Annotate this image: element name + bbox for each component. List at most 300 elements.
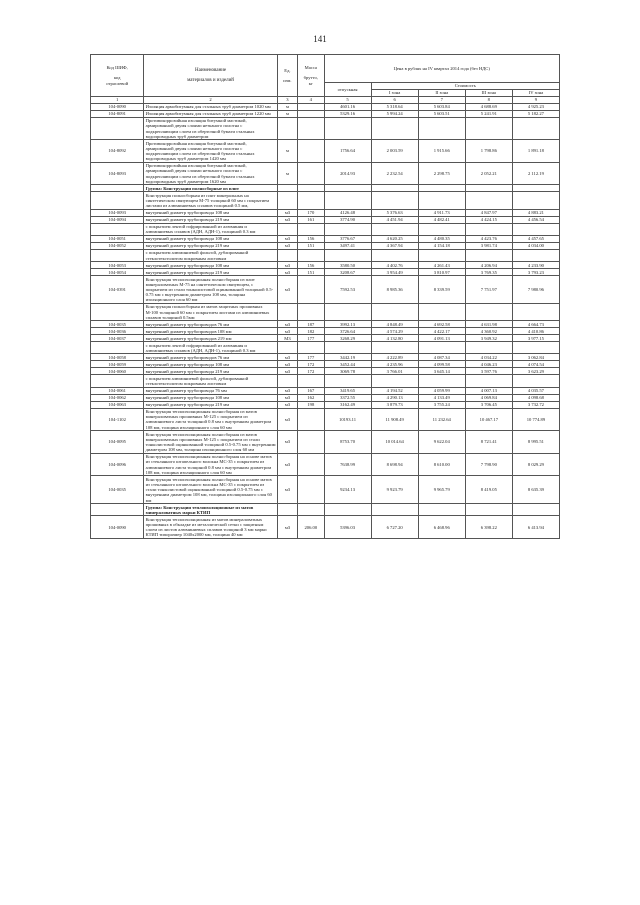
table-row xyxy=(91,216,560,223)
mass-cell xyxy=(298,249,324,261)
unit-cell: м3 xyxy=(277,328,297,335)
col-number: 4 xyxy=(298,96,324,103)
unit-cell xyxy=(277,342,297,354)
name-cell: с покрытием алюминиевой фольгой, дублированной стеклотекстолитом покровным листовым xyxy=(144,249,277,261)
table-row xyxy=(91,236,560,243)
code-cell: 104-0063 xyxy=(91,401,144,408)
zone1-price-cell: 4 290.13 xyxy=(371,394,418,401)
code-cell: 104-0059 xyxy=(91,361,144,368)
warehouse-price-cell xyxy=(324,192,371,209)
warehouse-price-cell xyxy=(324,223,371,235)
zone2-price-cell: 3 645.14 xyxy=(418,368,465,375)
zone4-price-cell: 3 062.84 xyxy=(512,354,559,361)
warehouse-price-cell xyxy=(324,342,371,354)
code-cell: 104-0054 xyxy=(91,269,144,276)
name-cell: Конструкция теплоизоляционная из матов минераловатных прошивных в обкладке из металлической сетки с защитным слоем из листов алюминиевых сплавов толщиной 3 мм марки КТИП типоразмер 1040х2000 мм, толщина 40 мм xyxy=(144,516,277,539)
zone2-price-cell: 5 603.51 xyxy=(418,110,465,117)
unit-cell: м3 xyxy=(277,408,297,431)
zone3-price-cell: 7 798.90 xyxy=(465,453,512,476)
zone4-price-cell xyxy=(512,223,559,235)
zone3-price-cell: 4 423.76 xyxy=(465,236,512,243)
zone4-price-cell: 4 883.21 xyxy=(512,209,559,216)
warehouse-price-cell: 3162.49 xyxy=(324,401,371,408)
zone4-price-cell: 4 457.65 xyxy=(512,236,559,243)
table-row xyxy=(91,117,560,140)
name-cell: внутренний диаметр трубопровода 108 мм xyxy=(144,361,277,368)
zone1-price-cell: 8 985.36 xyxy=(371,276,418,304)
unit-cell: м3 xyxy=(277,394,297,401)
table-body xyxy=(91,103,560,538)
zone2-price-cell: 9 965.79 xyxy=(418,476,465,504)
zone2-price-cell: 4 261.43 xyxy=(418,262,465,269)
zone3-header: III зона xyxy=(465,89,512,96)
unit-header-l1: Ед. xyxy=(284,67,291,73)
mass-cell: 162 xyxy=(298,394,324,401)
zone4-price-cell: 3 977.15 xyxy=(512,335,559,342)
page-number: 141 xyxy=(313,34,327,44)
zone1-price-cell: 6 727.20 xyxy=(371,516,418,539)
zone2-price-cell xyxy=(418,303,465,320)
warehouse-price-cell: 8753.70 xyxy=(324,431,371,454)
name-cell: с покрытием лентой гофрированной из алюминия и алюминиевых сплавов (АДН, АДН-1), толщиной 0.3 мм xyxy=(144,223,277,235)
warehouse-price-cell: 4126.48 xyxy=(324,209,371,216)
warehouse-price-cell: 7592.53 xyxy=(324,276,371,304)
table-row xyxy=(91,368,560,375)
zone1-price-cell: 4 620.25 xyxy=(371,236,418,243)
zone3-price-cell xyxy=(465,342,512,354)
table-row xyxy=(91,140,560,163)
code-cell: 104-0094 xyxy=(91,216,144,223)
zone3-price-cell: 4 847.97 xyxy=(465,209,512,216)
unit-cell xyxy=(277,249,297,261)
zone4-price-cell xyxy=(512,342,559,354)
zone1-header: I зона xyxy=(371,89,418,96)
code-cell: 104-0036 xyxy=(91,328,144,335)
warehouse-price-cell: 7638.99 xyxy=(324,453,371,476)
unit-cell: м3 xyxy=(277,368,297,375)
zone4-price-cell: 3 732.72 xyxy=(512,401,559,408)
code-header-l1: Код ШИФ, xyxy=(106,64,128,70)
zone3-price-cell: 4 046.23 xyxy=(465,361,512,368)
warehouse-price-cell: 3992.13 xyxy=(324,321,371,328)
mass-cell: 172 xyxy=(298,361,324,368)
name-header xyxy=(144,55,277,97)
zone3-price-cell xyxy=(465,192,512,209)
zone3-price-cell: 1 798.86 xyxy=(465,140,512,163)
zone4-price-cell: 2 112.19 xyxy=(512,162,559,185)
table-row xyxy=(91,516,560,539)
warehouse-price-cell xyxy=(324,249,371,261)
code-cell xyxy=(91,249,144,261)
zone4-price-cell: 4 233.90 xyxy=(512,262,559,269)
name-cell: внутренний диаметр трубопровода 108 мм xyxy=(144,262,277,269)
table-row xyxy=(91,476,560,504)
zone3-price-cell: 3 769.35 xyxy=(465,269,512,276)
zone4-price-cell: 4 074.54 xyxy=(512,361,559,368)
code-cell xyxy=(91,303,144,320)
mass-cell: 177 xyxy=(298,354,324,361)
table-row xyxy=(91,110,560,117)
zone2-price-cell xyxy=(418,504,465,516)
mass-header-l2: брутто, xyxy=(303,75,318,81)
code-cell: 104-8091 xyxy=(91,110,144,117)
zone2-price-cell: 1 915.66 xyxy=(418,140,465,163)
zone3-price-cell: 7 751.97 xyxy=(465,276,512,304)
code-cell: 104-0391 xyxy=(91,276,144,304)
zone1-price-cell: 9 923.79 xyxy=(371,476,418,504)
mass-cell: 161 xyxy=(298,216,324,223)
unit-cell: м xyxy=(277,110,297,117)
zone1-price-cell: 10 014.64 xyxy=(371,431,418,454)
zone2-price-cell xyxy=(418,185,465,192)
zone3-price-cell: 4 206.94 xyxy=(465,262,512,269)
name-cell: внутренний диаметр трубопровода 219 мм xyxy=(144,401,277,408)
zone3-price-cell: 4 034.22 xyxy=(465,354,512,361)
zone1-price-cell xyxy=(371,185,418,192)
zone3-price-cell xyxy=(465,375,512,387)
zone4-price-cell: 4 664.73 xyxy=(512,321,559,328)
zone2-price-cell: 4 099.58 xyxy=(418,361,465,368)
code-cell: 104-8092 xyxy=(91,140,144,163)
zone2-price-cell: 9 622.04 xyxy=(418,431,465,454)
table-row xyxy=(91,192,560,209)
warehouse-price-cell xyxy=(324,117,371,140)
zone2-price-cell: 4 911.73 xyxy=(418,209,465,216)
zone4-price-cell: 4 410.86 xyxy=(512,328,559,335)
zone1-price-cell: 3 879.73 xyxy=(371,401,418,408)
warehouse-price-cell: 3268.29 xyxy=(324,335,371,342)
zone1-price-cell xyxy=(371,249,418,261)
zone4-price-cell: 5 182.27 xyxy=(512,110,559,117)
unit-cell: М3 xyxy=(277,335,297,342)
name-cell: Конструкция полносборная из плит минеральных на синтетическом связующем М-75 толщиной 60 мм с покрытием листами из алюминиевых сплавов толщиной 0.5 мм, xyxy=(144,192,277,209)
zone2-price-cell: 4 133.49 xyxy=(418,394,465,401)
zone1-price-cell xyxy=(371,303,418,320)
unit-cell: м3 xyxy=(277,262,297,269)
zone1-price-cell: 4 222.89 xyxy=(371,354,418,361)
name-cell: внутренний диаметр трубопроводов 76 мм xyxy=(144,321,277,328)
table-row xyxy=(91,303,560,320)
zone3-price-cell xyxy=(465,185,512,192)
zone1-price-cell xyxy=(371,375,418,387)
mass-cell xyxy=(298,408,324,431)
zone2-price-cell xyxy=(418,375,465,387)
mass-cell xyxy=(298,117,324,140)
warehouse-price-cell: 3497.41 xyxy=(324,243,371,250)
zone4-price-cell: 4 456.54 xyxy=(512,216,559,223)
mass-cell xyxy=(298,223,324,235)
mass-cell: 187 xyxy=(298,321,324,328)
zone3-price-cell: 5 241.91 xyxy=(465,110,512,117)
table-row xyxy=(91,335,560,342)
unit-cell: м xyxy=(277,162,297,185)
name-cell: внутренний диаметр трубопровода 219 мм xyxy=(144,243,277,250)
code-cell: 104-0051 xyxy=(91,236,144,243)
col-number: 1 xyxy=(91,96,144,103)
code-header-l3: отраслевой xyxy=(106,80,129,86)
zone2-price-cell: 3 755.24 xyxy=(418,401,465,408)
mass-cell xyxy=(298,185,324,192)
name-cell: Противокоррозийная изоляция битумной мастикой, армированной двумя слоями нетканого полотна с подкрепляющим слоем из оберточной бумаги стальных водопроводных труб диаметром 1420 мм xyxy=(144,140,277,163)
warehouse-price-cell: 3580.50 xyxy=(324,262,371,269)
unit-cell: м3 xyxy=(277,431,297,454)
mass-cell: 177 xyxy=(298,335,324,342)
mass-cell: 170 xyxy=(298,209,324,216)
unit-cell xyxy=(277,303,297,320)
warehouse-price-cell: 3208.67 xyxy=(324,269,371,276)
name-cell: внутренний диаметр трубопроводов 76 мм xyxy=(144,354,277,361)
col-number: 5 xyxy=(324,96,371,103)
code-cell: 104-0096 xyxy=(91,453,144,476)
code-cell: 104-0095 xyxy=(91,431,144,454)
zone2-price-cell xyxy=(418,342,465,354)
zone2-price-cell xyxy=(418,223,465,235)
col-number: 6 xyxy=(371,96,418,103)
col-number: 8 xyxy=(465,96,512,103)
zone2-price-cell: 3 810.97 xyxy=(418,269,465,276)
zone2-price-cell: 8 610.00 xyxy=(418,453,465,476)
warehouse-price-cell: 3442.19 xyxy=(324,354,371,361)
zone4-price-cell xyxy=(512,303,559,320)
unit-cell: м3 xyxy=(277,401,297,408)
warehouse-price-cell: 9234.13 xyxy=(324,476,371,504)
zone3-price-cell: 3 981.74 xyxy=(465,243,512,250)
warehouse-price-cell: 3069.78 xyxy=(324,368,371,375)
unit-cell: м3 xyxy=(277,387,297,394)
warehouse-price-cell: 4601.16 xyxy=(324,103,371,110)
zone3-price-cell: 4 424.15 xyxy=(465,216,512,223)
name-cell: с покрытием лентой гофрированной из алюминия и алюминиевых сплавов (АДН, АДН-1), толщиной 0.3 мм xyxy=(144,342,277,354)
zone4-price-cell: 3 793.23 xyxy=(512,269,559,276)
zone3-price-cell xyxy=(465,223,512,235)
mass-cell: 206.00 xyxy=(298,516,324,539)
zone3-price-cell: 8 419.05 xyxy=(465,476,512,504)
zone4-price-cell xyxy=(512,375,559,387)
zone1-price-cell: 4 132.80 xyxy=(371,335,418,342)
unit-cell: м3 xyxy=(277,216,297,223)
unit-cell: м3 xyxy=(277,453,297,476)
table-row xyxy=(91,408,560,431)
zone2-price-cell: 4 059.99 xyxy=(418,387,465,394)
zone4-price-cell xyxy=(512,117,559,140)
mass-cell xyxy=(298,431,324,454)
zone1-price-cell: 3 766.01 xyxy=(371,368,418,375)
zone2-price-cell: 4 692.58 xyxy=(418,321,465,328)
table-row xyxy=(91,249,560,261)
table-row xyxy=(91,394,560,401)
zone3-price-cell: 2 052.21 xyxy=(465,162,512,185)
zone4-price-cell: 3 623.29 xyxy=(512,368,559,375)
unit-cell xyxy=(277,185,297,192)
name-cell: Конструкция теплоизоляционная полносборная из плит минераловатных М-75 на синтетическом связующем, с покрытием из стали тонколистовой оцинкованной толщиной 0.5-0.75 мм с внутренним диаметром 108 мм, толщина изоляционного слоя 60 мм xyxy=(144,276,277,304)
zone4-price-cell: 8 635.39 xyxy=(512,476,559,504)
mass-cell: 156 xyxy=(298,262,324,269)
zone2-price-cell: 11 232.64 xyxy=(418,408,465,431)
zone1-price-cell: 4 402.76 xyxy=(371,262,418,269)
unit-cell: м3 xyxy=(277,476,297,504)
zone3-price-cell: 4 360.92 xyxy=(465,328,512,335)
zone2-price-cell xyxy=(418,192,465,209)
table-row xyxy=(91,103,560,110)
unit-cell: м xyxy=(277,140,297,163)
code-cell: 104-8093 xyxy=(91,162,144,185)
zone4-price-cell xyxy=(512,192,559,209)
unit-cell xyxy=(277,223,297,235)
zone4-price-cell: 4 098.68 xyxy=(512,394,559,401)
zone1-price-cell: 4 848.49 xyxy=(371,321,418,328)
zone1-price-cell xyxy=(371,223,418,235)
zone3-price-cell: 6 398.22 xyxy=(465,516,512,539)
zone4-price-cell: 7 980.96 xyxy=(512,276,559,304)
table-row xyxy=(91,262,560,269)
code-cell: 104-0060 xyxy=(91,368,144,375)
mass-cell xyxy=(298,162,324,185)
zone4-header: IV зона xyxy=(512,89,559,96)
name-cell: внутренний диаметр трубопровода 76 мм xyxy=(144,387,277,394)
code-cell: 104-0058 xyxy=(91,354,144,361)
code-cell xyxy=(91,342,144,354)
table-row xyxy=(91,269,560,276)
mass-cell: 172 xyxy=(298,368,324,375)
warehouse-price-cell xyxy=(324,185,371,192)
name-cell: внутренний диаметр трубопровода 108 мм xyxy=(144,236,277,243)
zone3-price-cell: 4 631.98 xyxy=(465,321,512,328)
unit-cell: м3 xyxy=(277,276,297,304)
mass-cell xyxy=(298,342,324,354)
warehouse-price-cell xyxy=(324,504,371,516)
table-row xyxy=(91,328,560,335)
zone4-price-cell xyxy=(512,185,559,192)
unit-cell: м3 xyxy=(277,236,297,243)
zone4-price-cell: 1 891.18 xyxy=(512,140,559,163)
zone4-price-cell: 6 413.94 xyxy=(512,516,559,539)
name-header-l2: материалов и изделий xyxy=(187,77,234,83)
zone3-price-cell: 3 949.32 xyxy=(465,335,512,342)
zone4-price-cell: 4 034.00 xyxy=(512,243,559,250)
code-header xyxy=(91,55,144,97)
table-row xyxy=(91,401,560,408)
unit-cell xyxy=(277,504,297,516)
column-numbers-row xyxy=(91,96,560,103)
zone1-price-cell: 5 994.24 xyxy=(371,110,418,117)
code-cell xyxy=(91,192,144,209)
unit-header xyxy=(277,55,297,97)
code-cell: 104-0052 xyxy=(91,243,144,250)
table-row xyxy=(91,342,560,354)
table-row xyxy=(91,321,560,328)
table-row xyxy=(91,223,560,235)
table-row xyxy=(91,431,560,454)
col-number: 2 xyxy=(144,96,277,103)
zone3-price-cell: 4 688.69 xyxy=(465,103,512,110)
warehouse-price-cell: 3419.65 xyxy=(324,387,371,394)
code-cell: 104-1102 xyxy=(91,408,144,431)
unit-cell: м3 xyxy=(277,361,297,368)
unit-cell: м3 xyxy=(277,516,297,539)
unit-cell xyxy=(277,117,297,140)
warehouse-header: отпускная xyxy=(324,82,371,96)
mass-cell: 167 xyxy=(298,387,324,394)
mass-cell xyxy=(298,504,324,516)
warehouse-price-cell: 3726.64 xyxy=(324,328,371,335)
table-row xyxy=(91,354,560,361)
warehouse-price-cell: 3776.67 xyxy=(324,236,371,243)
name-cell: внутренний диаметр трубопроводов 219 мм xyxy=(144,335,277,342)
unit-cell: м xyxy=(277,103,297,110)
table-row xyxy=(91,361,560,368)
name-cell: Противокоррозийная изоляция битумной мастикой, армированной двумя слоями нетканого полотна с подкрепляющим слоем из оберточной бумаги стальных водопроводных труб диаметром xyxy=(144,117,277,140)
warehouse-price-cell xyxy=(324,303,371,320)
zone1-price-cell: 4 574.29 xyxy=(371,328,418,335)
mass-cell: 198 xyxy=(298,401,324,408)
zone3-price-cell xyxy=(465,303,512,320)
zone2-price-cell xyxy=(418,249,465,261)
unit-header-l2: изм. xyxy=(283,77,292,83)
zone1-price-cell: 2 003.59 xyxy=(371,140,418,163)
zone2-price-cell: 4 482.41 xyxy=(418,216,465,223)
zone2-price-cell: 2 298.75 xyxy=(418,162,465,185)
mass-cell xyxy=(298,453,324,476)
zone2-price-cell: 4 480.35 xyxy=(418,236,465,243)
zone1-price-cell: 4 451.94 xyxy=(371,216,418,223)
mass-cell xyxy=(298,192,324,209)
name-cell: Изоляция армобитумная для стальных труб диаметром 1020 мм xyxy=(144,103,277,110)
group-row xyxy=(91,504,560,516)
code-cell: 104-0090 xyxy=(91,516,144,539)
warehouse-price-cell: 5329.16 xyxy=(324,110,371,117)
zone3-price-cell xyxy=(465,504,512,516)
name-cell: Конструкция теплоизоляционная полносборная из матов минераловатных прошивных М-125 с покрытием из алюминиевого листа толщиной 0.8 мм с внутренним диаметром 108 мм, толщина изоляционного слоя 60 мм xyxy=(144,408,277,431)
name-cell: внутренний диаметр трубопровода 219 мм xyxy=(144,269,277,276)
zone2-price-cell: 4 091.13 xyxy=(418,335,465,342)
zone4-price-cell: 8 995.51 xyxy=(512,431,559,454)
name-header-l1: Наименование xyxy=(194,67,227,73)
zone3-price-cell: 4 069.84 xyxy=(465,394,512,401)
name-cell: внутренний диаметр трубопровода 108 мм xyxy=(144,209,277,216)
zone1-price-cell xyxy=(371,192,418,209)
name-cell: внутренний диаметр трубопровода 108 мм xyxy=(144,394,277,401)
mass-header-l1: Масса xyxy=(304,64,317,70)
zone1-price-cell: 5 376.63 xyxy=(371,209,418,216)
name-cell: Группа: Конструкции теплоизоляционные из матов минераловатных марки КТИП xyxy=(144,504,277,516)
mass-cell xyxy=(298,140,324,163)
code-cell: 104-0061 xyxy=(91,387,144,394)
name-cell: Группа: Конструкции полносборные из плит xyxy=(144,185,277,192)
table-row xyxy=(91,453,560,476)
price-title-header: Цена в рублях на IV квартал 2014 года (без НДС) xyxy=(324,55,560,83)
name-cell: внутренний диаметр трубопроводов 108 мм xyxy=(144,328,277,335)
zone3-price-cell: 4 007.13 xyxy=(465,387,512,394)
zone1-price-cell xyxy=(371,504,418,516)
zone3-price-cell: 3 597.76 xyxy=(465,368,512,375)
table-row xyxy=(91,387,560,394)
name-cell: Конструкция теплоизоляционная полносборная на основе матов из стеклянного штапельного волокна МС-35 с покрытием из алюминиевого листа толщиной 0.8 мм с внутренним диаметром 108 мм, толщина изоляционного слоя 60 мм xyxy=(144,453,277,476)
zone1-price-cell: 4 194.52 xyxy=(371,387,418,394)
mass-header xyxy=(298,55,324,97)
zone2-price-cell xyxy=(418,117,465,140)
zone1-price-cell: 3 954.49 xyxy=(371,269,418,276)
zone2-price-cell: 4 087.34 xyxy=(418,354,465,361)
code-cell: 104-0062 xyxy=(91,394,144,401)
group-row xyxy=(91,185,560,192)
zone2-price-cell: 8 339.59 xyxy=(418,276,465,304)
zone1-price-cell: 4 235.96 xyxy=(371,361,418,368)
mass-cell: 151 xyxy=(298,243,324,250)
code-cell: 104-0037 xyxy=(91,335,144,342)
code-cell: 104-0093 xyxy=(91,209,144,216)
table-row xyxy=(91,209,560,216)
zone3-price-cell xyxy=(465,117,512,140)
